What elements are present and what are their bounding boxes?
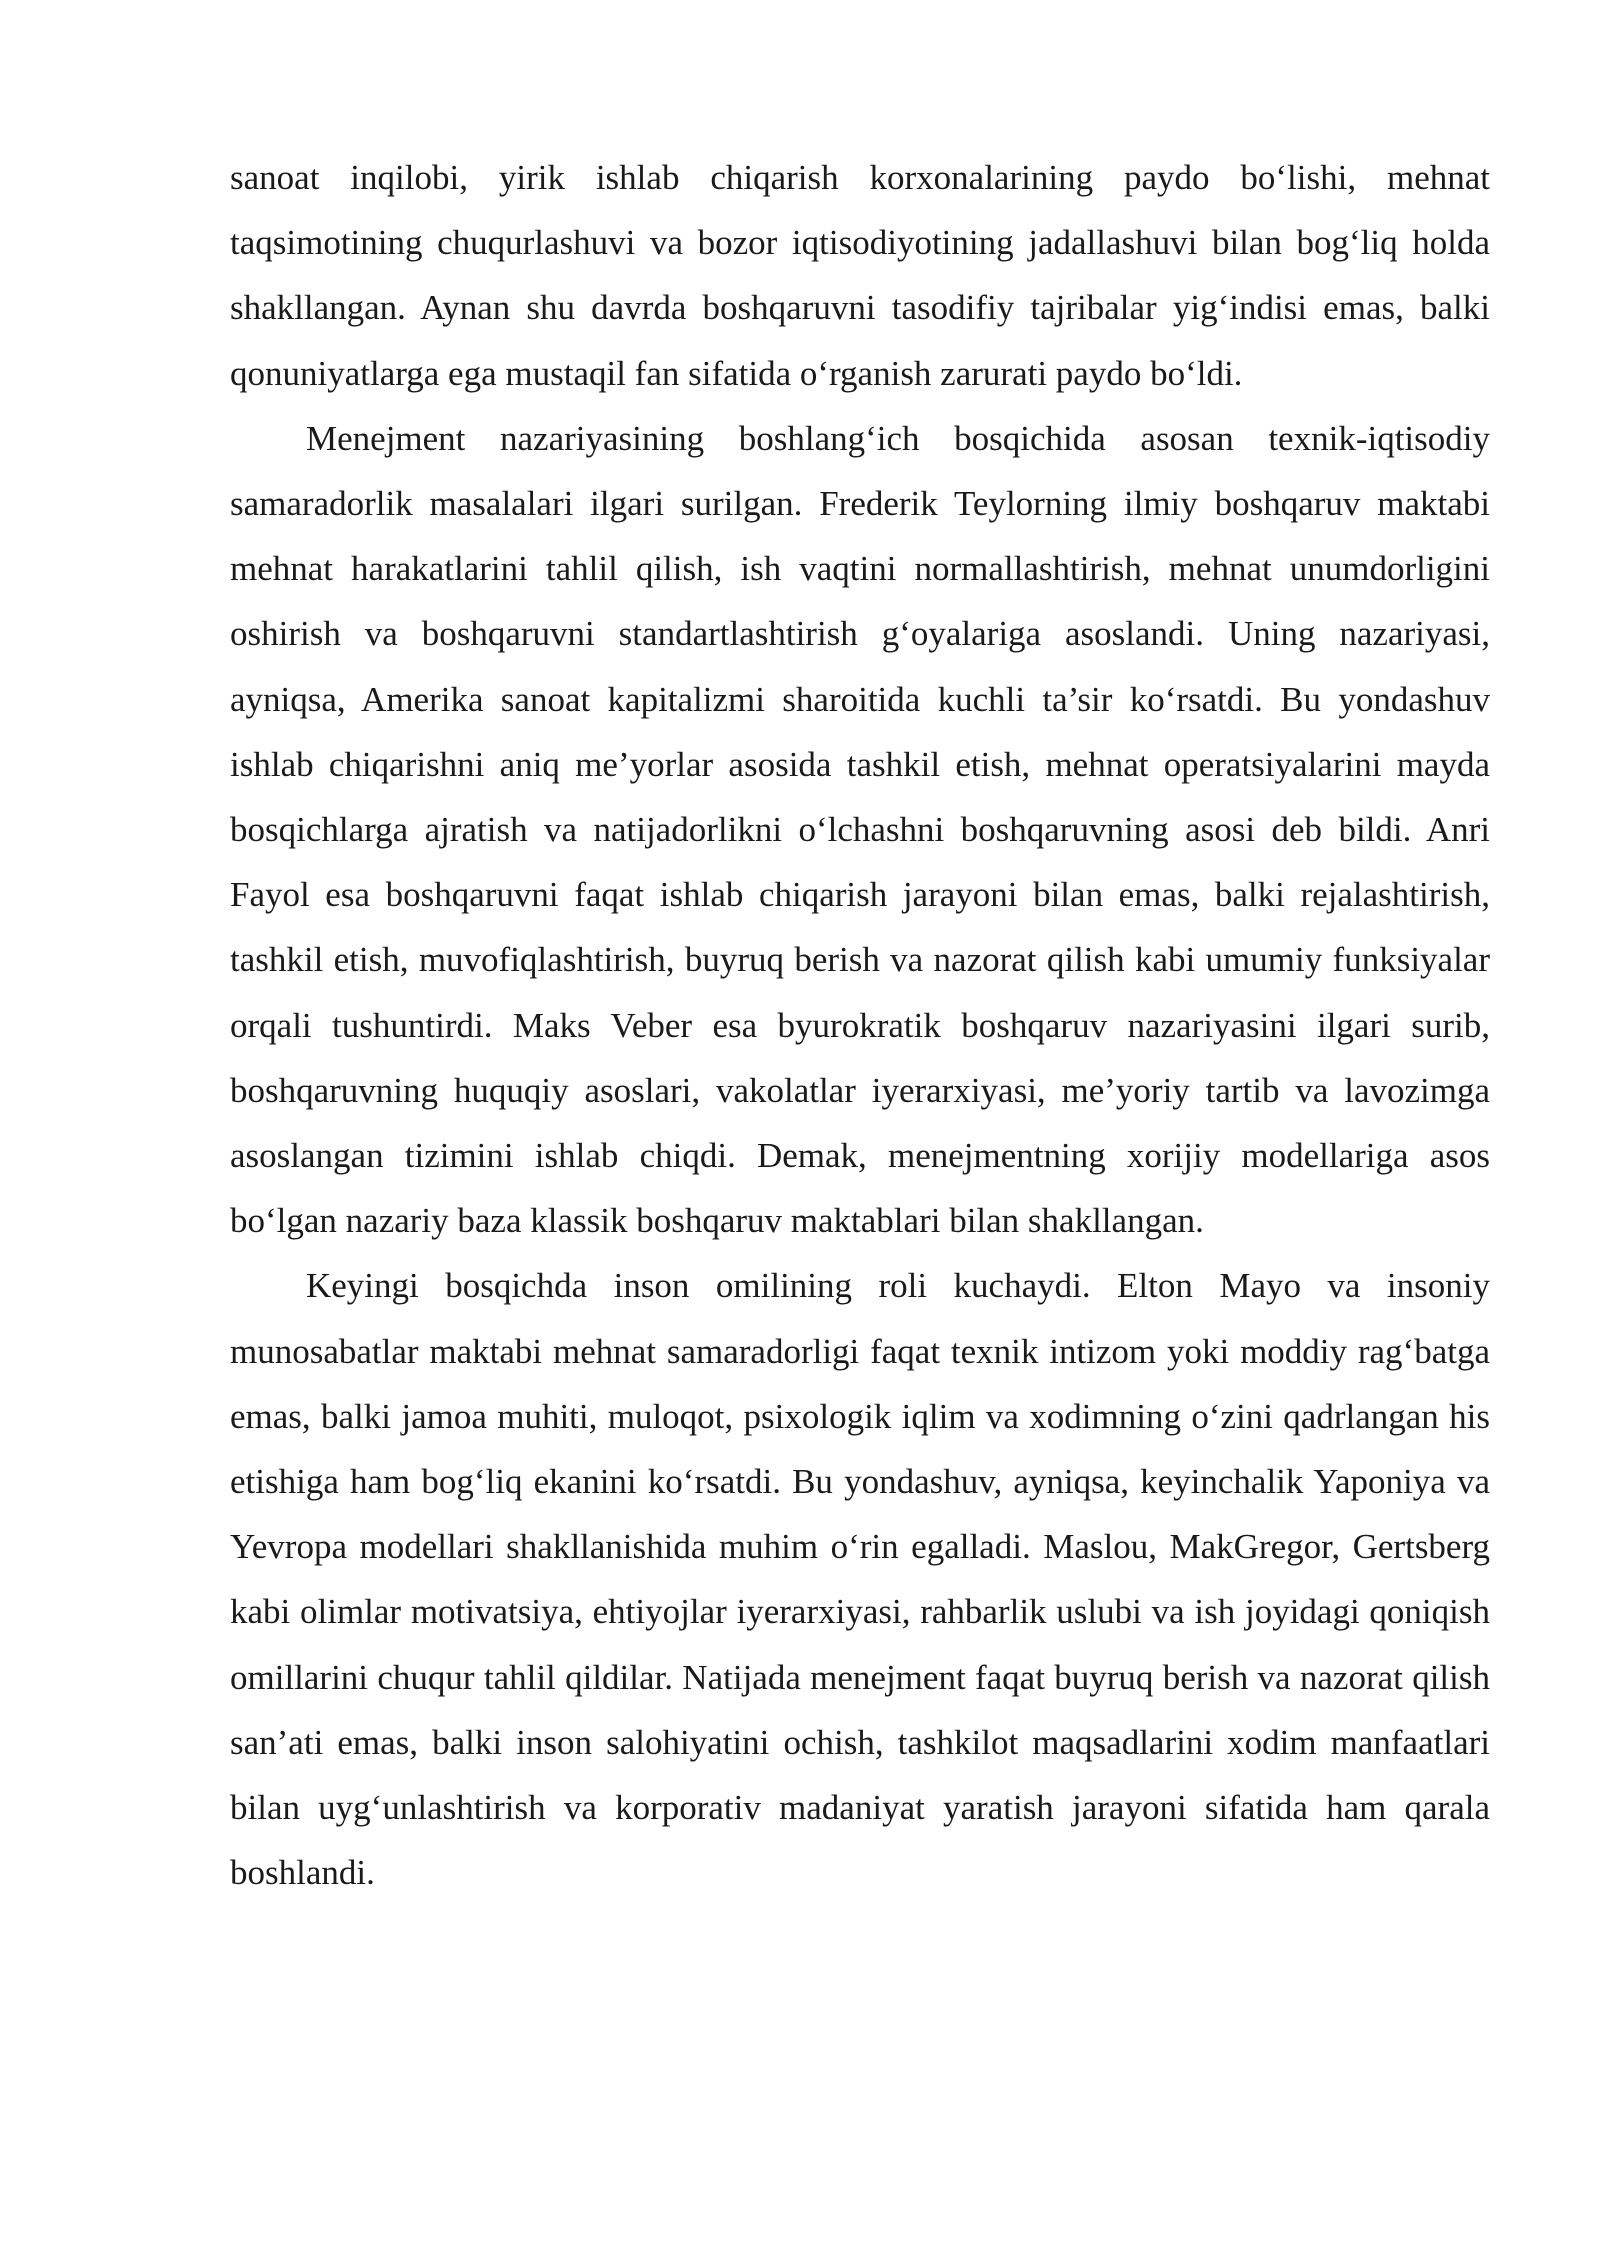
paragraph-continuation: sanoat inqilobi, yirik ishlab chiqarish korxonalarining paydo bo‘lishi, mehnat taqsimotining chuqurlashuvi va bozor iqtisodiyotining jadallashuvi bilan bog‘liq holda shakllangan. Aynan shu davrda boshqaruvni tasodifiy tajribalar yig‘indisi emas, balki qonuniyatlarga ega mustaqil fan sifatida o‘rganish zarurati paydo bo‘ldi. (230, 158, 1490, 393)
document-body (230, 145, 1490, 1905)
paragraph-human-relations: Keyingi bosqichda inson omilining roli kuchaydi. Elton Mayo va insoniy munosabatlar maktabi mehnat samaradorligi faqat texnik intizom yoki moddiy rag‘batga emas, balki jamoa muhiti, muloqot, psixologik iqlim va xodimning o‘zini qadrlangan his etishiga ham bog‘liq ekanini ko‘rsatdi. Bu yondashuv, ayniqsa, keyinchalik Yaponiya va Yevropa modellari shakllanishida muhim o‘rin egalladi. Maslou, MakGregor, Gertsberg kabi olimlar motivatsiya, ehtiyojlar iyerarxiyasi, rahbarlik uslubi va ish joyidagi qoniqish omillarini chuqur tahlil qildilar. Natijada menejment faqat buyruq berish va nazorat qilish san’ati emas, balki inson salohiyatini ochish, tashkilot maqsadlarini xodim manfaatlari bilan uyg‘unlashtirish va korporativ madaniyat yaratish jarayoni sifatida ham qarala boshlandi. (230, 1266, 1490, 1893)
paragraph-classical-schools: Menejment nazariyasining boshlang‘ich bosqichida asosan texnik-iqtisodiy samaradorlik masalalari ilgari surilgan. Frederik Teylorning ilmiy boshqaruv maktabi mehnat harakatlarini tahlil qilish, ish vaqtini normallashtirish, mehnat unumdorligini oshirish va boshqaruvni standartlashtirish g‘oyalariga asoslandi. Uning nazariyasi, ayniqsa, Amerika sanoat kapitalizmi sharoitida kuchli ta’sir ko‘rsatdi. Bu yondashuv ishlab chiqarishni aniq me’yorlar asosida tashkil etish, mehnat operatsiyalarini mayda bosqichlarga ajratish va natijadorlikni o‘lchashni boshqaruvning asosi deb bildi. Anri Fayol esa boshqaruvni faqat ishlab chiqarish jarayoni bilan emas, balki rejalashtirish, tashkil etish, muvofiqlashtirish, buyruq berish va nazorat qilish kabi umumiy funksiyalar orqali tushuntirdi. Maks Veber esa byurokratik boshqaruv nazariyasini ilgari surib, boshqaruvning huquqiy asoslari, vakolatlar iyerarxiyasi, me’yoriy tartib va lavozimga asoslangan tizimini ishlab chiqdi. Demak, menejmentning xorijiy modellariga asos bo‘lgan nazariy baza klassik boshqaruv maktablari bilan shakllangan. (230, 418, 1490, 1241)
